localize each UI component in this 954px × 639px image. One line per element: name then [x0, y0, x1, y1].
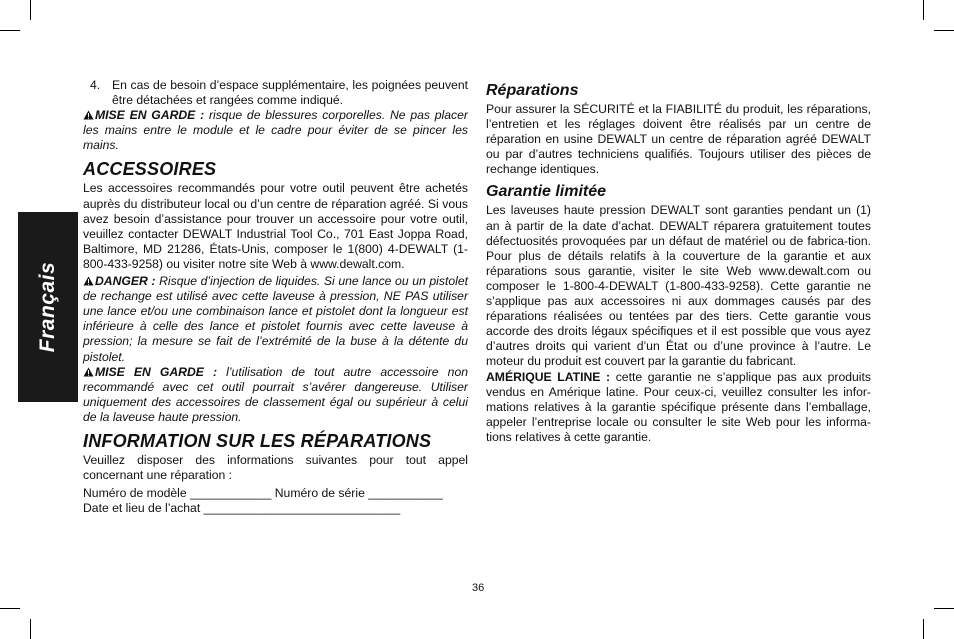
crop-mark [923, 619, 924, 639]
warning-triangle-icon [83, 110, 94, 120]
list-item-number: 4. [90, 78, 101, 92]
warning-text: l’utilisation de tout autre accessoire non recommandé avec cet outil pourrait s’avérer dangereuse. Utiliser uniquement des accessoires de classement égal ou supérieur à celui de la laveuse haute pression. [83, 364, 468, 424]
accessories-heading: ACCESSOIRES [83, 159, 217, 180]
danger-lead: DANGER : [95, 274, 156, 289]
latin-america-lead: AMÉRIQUE LATINE : [486, 369, 611, 384]
crop-mark [0, 30, 20, 31]
repair-info-heading: INFORMATION SUR LES RÉPARATIONS [83, 430, 432, 451]
list-item-text: En cas de besoin d’espace supplémentaire, les poignées peuvent être détachées et rangées comme indiqué. [112, 78, 468, 108]
repairs-heading: Réparations [486, 82, 579, 99]
left-column [83, 78, 468, 516]
crop-mark [923, 0, 924, 20]
crop-mark [0, 608, 20, 609]
right-column [486, 78, 871, 445]
crop-mark [30, 619, 31, 639]
warning-notice [83, 365, 468, 425]
latin-america-text: cette garantie ne s’applique pas aux produits vendus en Amérique latine. Pour ceux-ci, veuillez consulter les infor-mations relatives à la garantie spécifique présente dans l’emballage, appeler l’entreprise locale ou consulter le site Web pour les informa-tions relatives à cette garantie. [486, 369, 871, 444]
danger-notice [83, 274, 468, 365]
accessories-text: Les accessoires recommandés pour votre outil peuvent être achetés auprès du distributeur local ou d’un centre de réparation agréé. Si vous avez besoin d’assistance pour trouver un accessoire pour votre outil, veuillez contacter DEWALT Industrial Tool Co., 701 East Joppa Road, Baltimore, MD 21286, États-Unis, composer le 1(800) 4-DEWALT (1-800-433-9258) ou visiter notre site Web à www.dewalt.com. [83, 181, 468, 271]
list-item [83, 78, 468, 108]
warranty-text: Les laveuses haute pression DEWALT sont garanties pendant un (1) an à partir de la date d’achat. DEWALT réparera gratuitement toutes défectuosités provoquées par un défaut de matériel ou de fabrica-tion. Pour plus de détails relatifs à la couverture de la garantie et aux réparations sous garantie, visiter le site Web www.dewalt.com ou composer le 1-800-4-DEWALT (1-800-433-9258). Cette garantie ne s’applique pas aux accessoires ni aux dommages causés par des réparations réalisées ou tentées par des tiers. Cette garantie vous accorde des droits légaux spécifiques et il est possible que vous ayez d’autres droits qui varient d’un État ou d’une province à l’autre. Le moteur du produit est couvert par la garantie du fabricant. [486, 203, 871, 369]
danger-text: Risque d’injection de liquides. Si une lance ou un pistolet de rechange est utilisé avec cette laveuse à pression, NE PAS utiliser une lance et/ou une combinaison lance et pistolet dont la longueur est inférieure à celle des lance et pistolet fournis avec cette laveuse à pression; la mesure se fait de l’extrémité de la buse à la détente du pistolet. [83, 274, 468, 364]
latin-america-notice [486, 370, 871, 445]
warning-triangle-icon [83, 367, 94, 377]
page-number: 36 [472, 582, 485, 594]
language-tab-label: Français [36, 261, 59, 353]
purchase-date-line: Date et lieu de l’achat _____________________________ [83, 501, 401, 516]
warning-lead: MISE EN GARDE : [95, 364, 218, 379]
warning-lead: MISE EN GARDE : [95, 108, 205, 123]
repairs-text: Pour assurer la SÉCURITÉ et la FIABILITÉ du produit, les réparations, l’entretien et les réglages doivent être réalisés par un centre de réparation en usine DEWALT un centre de réparation agréé DEWALT ou par d’autres techniciens qualifiés. Toujours utiliser des pièces de rechange identiques. [486, 102, 871, 177]
crop-mark [934, 608, 954, 609]
model-serial-line: Numéro de modèle ____________ Numéro de série ___________ [83, 486, 443, 501]
crop-mark [934, 30, 954, 31]
warning-notice [83, 108, 468, 153]
repair-info-text: Veuillez disposer des informations suivantes pour tout appel concernant une réparation : [83, 452, 468, 483]
warning-triangle-icon [83, 276, 94, 286]
crop-mark [30, 0, 31, 20]
warning-text: risque de blessures corporelles. Ne pas placer les mains entre le module et le cadre pour éviter de se pincer les mains. [83, 108, 468, 153]
warranty-heading: Garantie limitée [486, 183, 607, 201]
